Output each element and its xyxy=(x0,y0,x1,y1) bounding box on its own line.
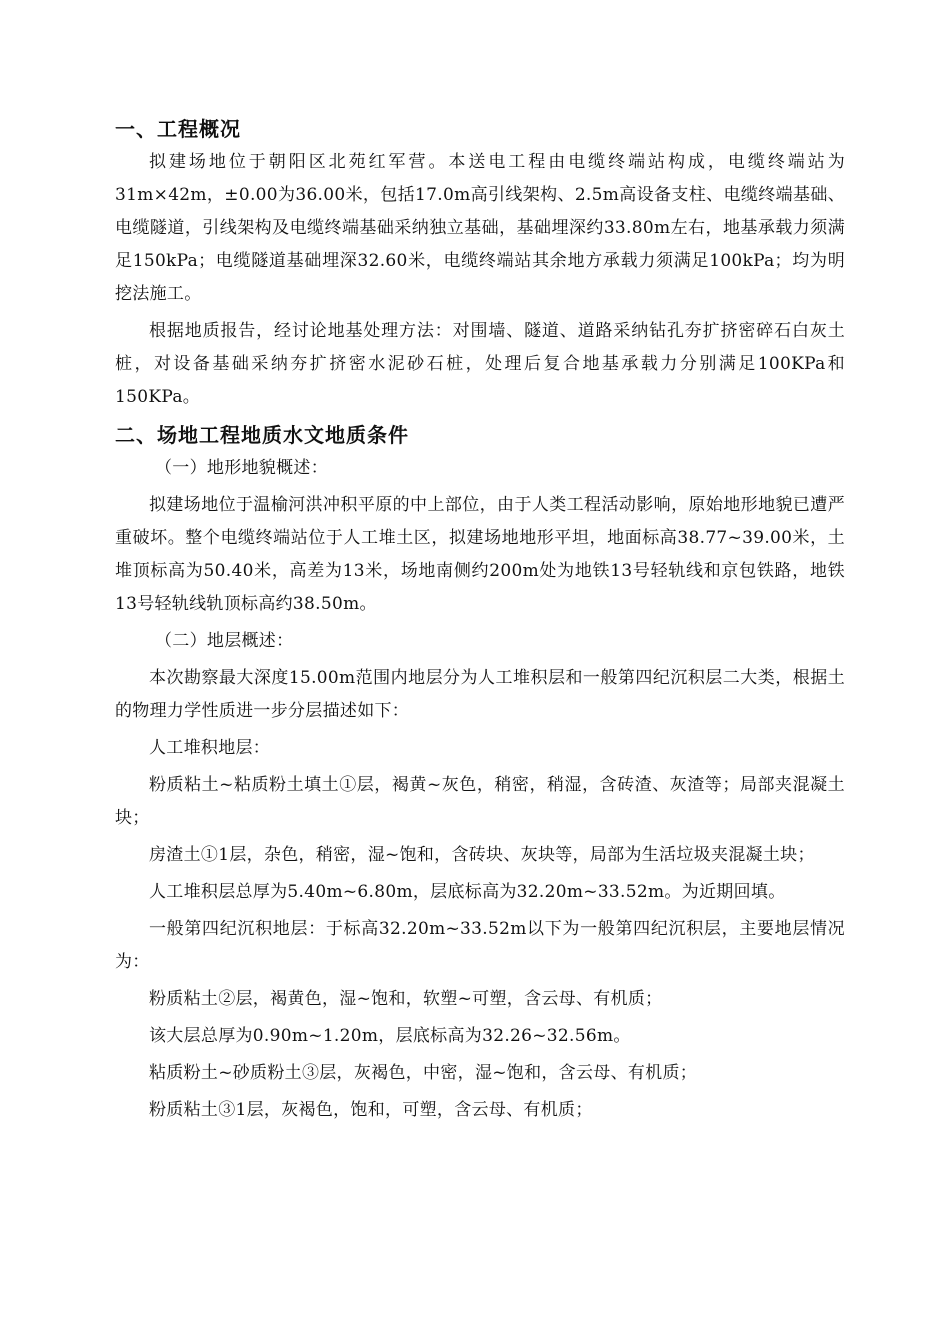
strata-paragraph-9: 粘质粉土~砂质粉土③层，灰褐色，中密，湿~饱和，含云母、有机质； xyxy=(149,1063,698,1083)
section-2-heading: 二、场地工程地质水文地质条件 xyxy=(115,423,409,447)
section-1-heading: 一、工程概况 xyxy=(115,117,241,141)
strata-paragraph-10: 粉质粘土③1层，灰褐色，饱和，可塑，含云母、有机质； xyxy=(149,1100,593,1120)
strata-paragraph-2: 人工堆积地层： xyxy=(149,738,271,758)
strata-paragraph-1: 本次勘察最大深度15.00m范围内地层分为人工堆积层和一般第四纪沉积层二大类，根据土的物理力学性质进一步分层描述如下： xyxy=(115,668,845,721)
subsection-1-title: （一）地形地貌概述： xyxy=(155,458,328,478)
strata-paragraph-7: 粉质粘土②层，褐黄色，湿~饱和，软塑~可塑，含云母、有机质； xyxy=(149,989,663,1009)
document-page xyxy=(115,112,845,1131)
strata-paragraph-8: 该大层总厚为0.90m~1.20m，层底标高为32.26~32.56m。 xyxy=(149,1026,631,1046)
strata-paragraph-5: 人工堆积层总厚为5.40m~6.80m，层底标高为32.20m~33.52m。为近期回填。 xyxy=(149,882,786,902)
strata-paragraph-3: 粉质粘土~粘质粉土填土①层，褐黄~灰色，稍密，稍湿，含砖渣、灰渣等；局部夹混凝土块； xyxy=(115,775,845,828)
subsection-1-paragraph: 拟建场地位于温榆河洪冲积平原的中上部位，由于人类工程活动影响，原始地形地貌已遭严重破坏。整个电缆终端站位于人工堆土区，拟建场地地形平坦，地面标高38.77~39.00米，土堆顶标高为50.40米，高差为13米，场地南侧约200m处为地铁13号轻轨线和京包铁路，地铁13号轻轨线轨顶标高约38.50m。 xyxy=(115,495,845,614)
strata-paragraph-4: 房渣土①1层，杂色，稍密，湿~饱和，含砖块、灰块等，局部为生活垃圾夹混凝土块； xyxy=(149,845,815,865)
subsection-2-title: （二）地层概述： xyxy=(155,631,294,651)
section-1-paragraph-2: 根据地质报告，经讨论地基处理方法：对围墙、隧道、道路采纳钻孔夯扩挤密碎石白灰土桩，对设备基础采纳夯扩挤密水泥砂石桩，处理后复合地基承载力分别满足100KPa和150KPa。 xyxy=(115,321,845,407)
section-1-paragraph-1: 拟建场地位于朝阳区北苑红军营。本送电工程由电缆终端站构成，电缆终端站为31m×42m，±0.00为36.00米，包括17.0m高引线架构、2.5m高设备支柱、电缆终端基础、电缆隧道，引线架构及电缆终端基础采纳独立基础，基础埋深约33.80m左右，地基承载力须满足150kPa；电缆隧道基础埋深32.60米，电缆终端站其余地方承载力须满足100kPa；均为明挖法施工。 xyxy=(115,152,845,304)
strata-paragraph-6: 一般第四纪沉积地层：于标高32.20m~33.52m以下为一般第四纪沉积层，主要地层情况为： xyxy=(115,919,845,972)
